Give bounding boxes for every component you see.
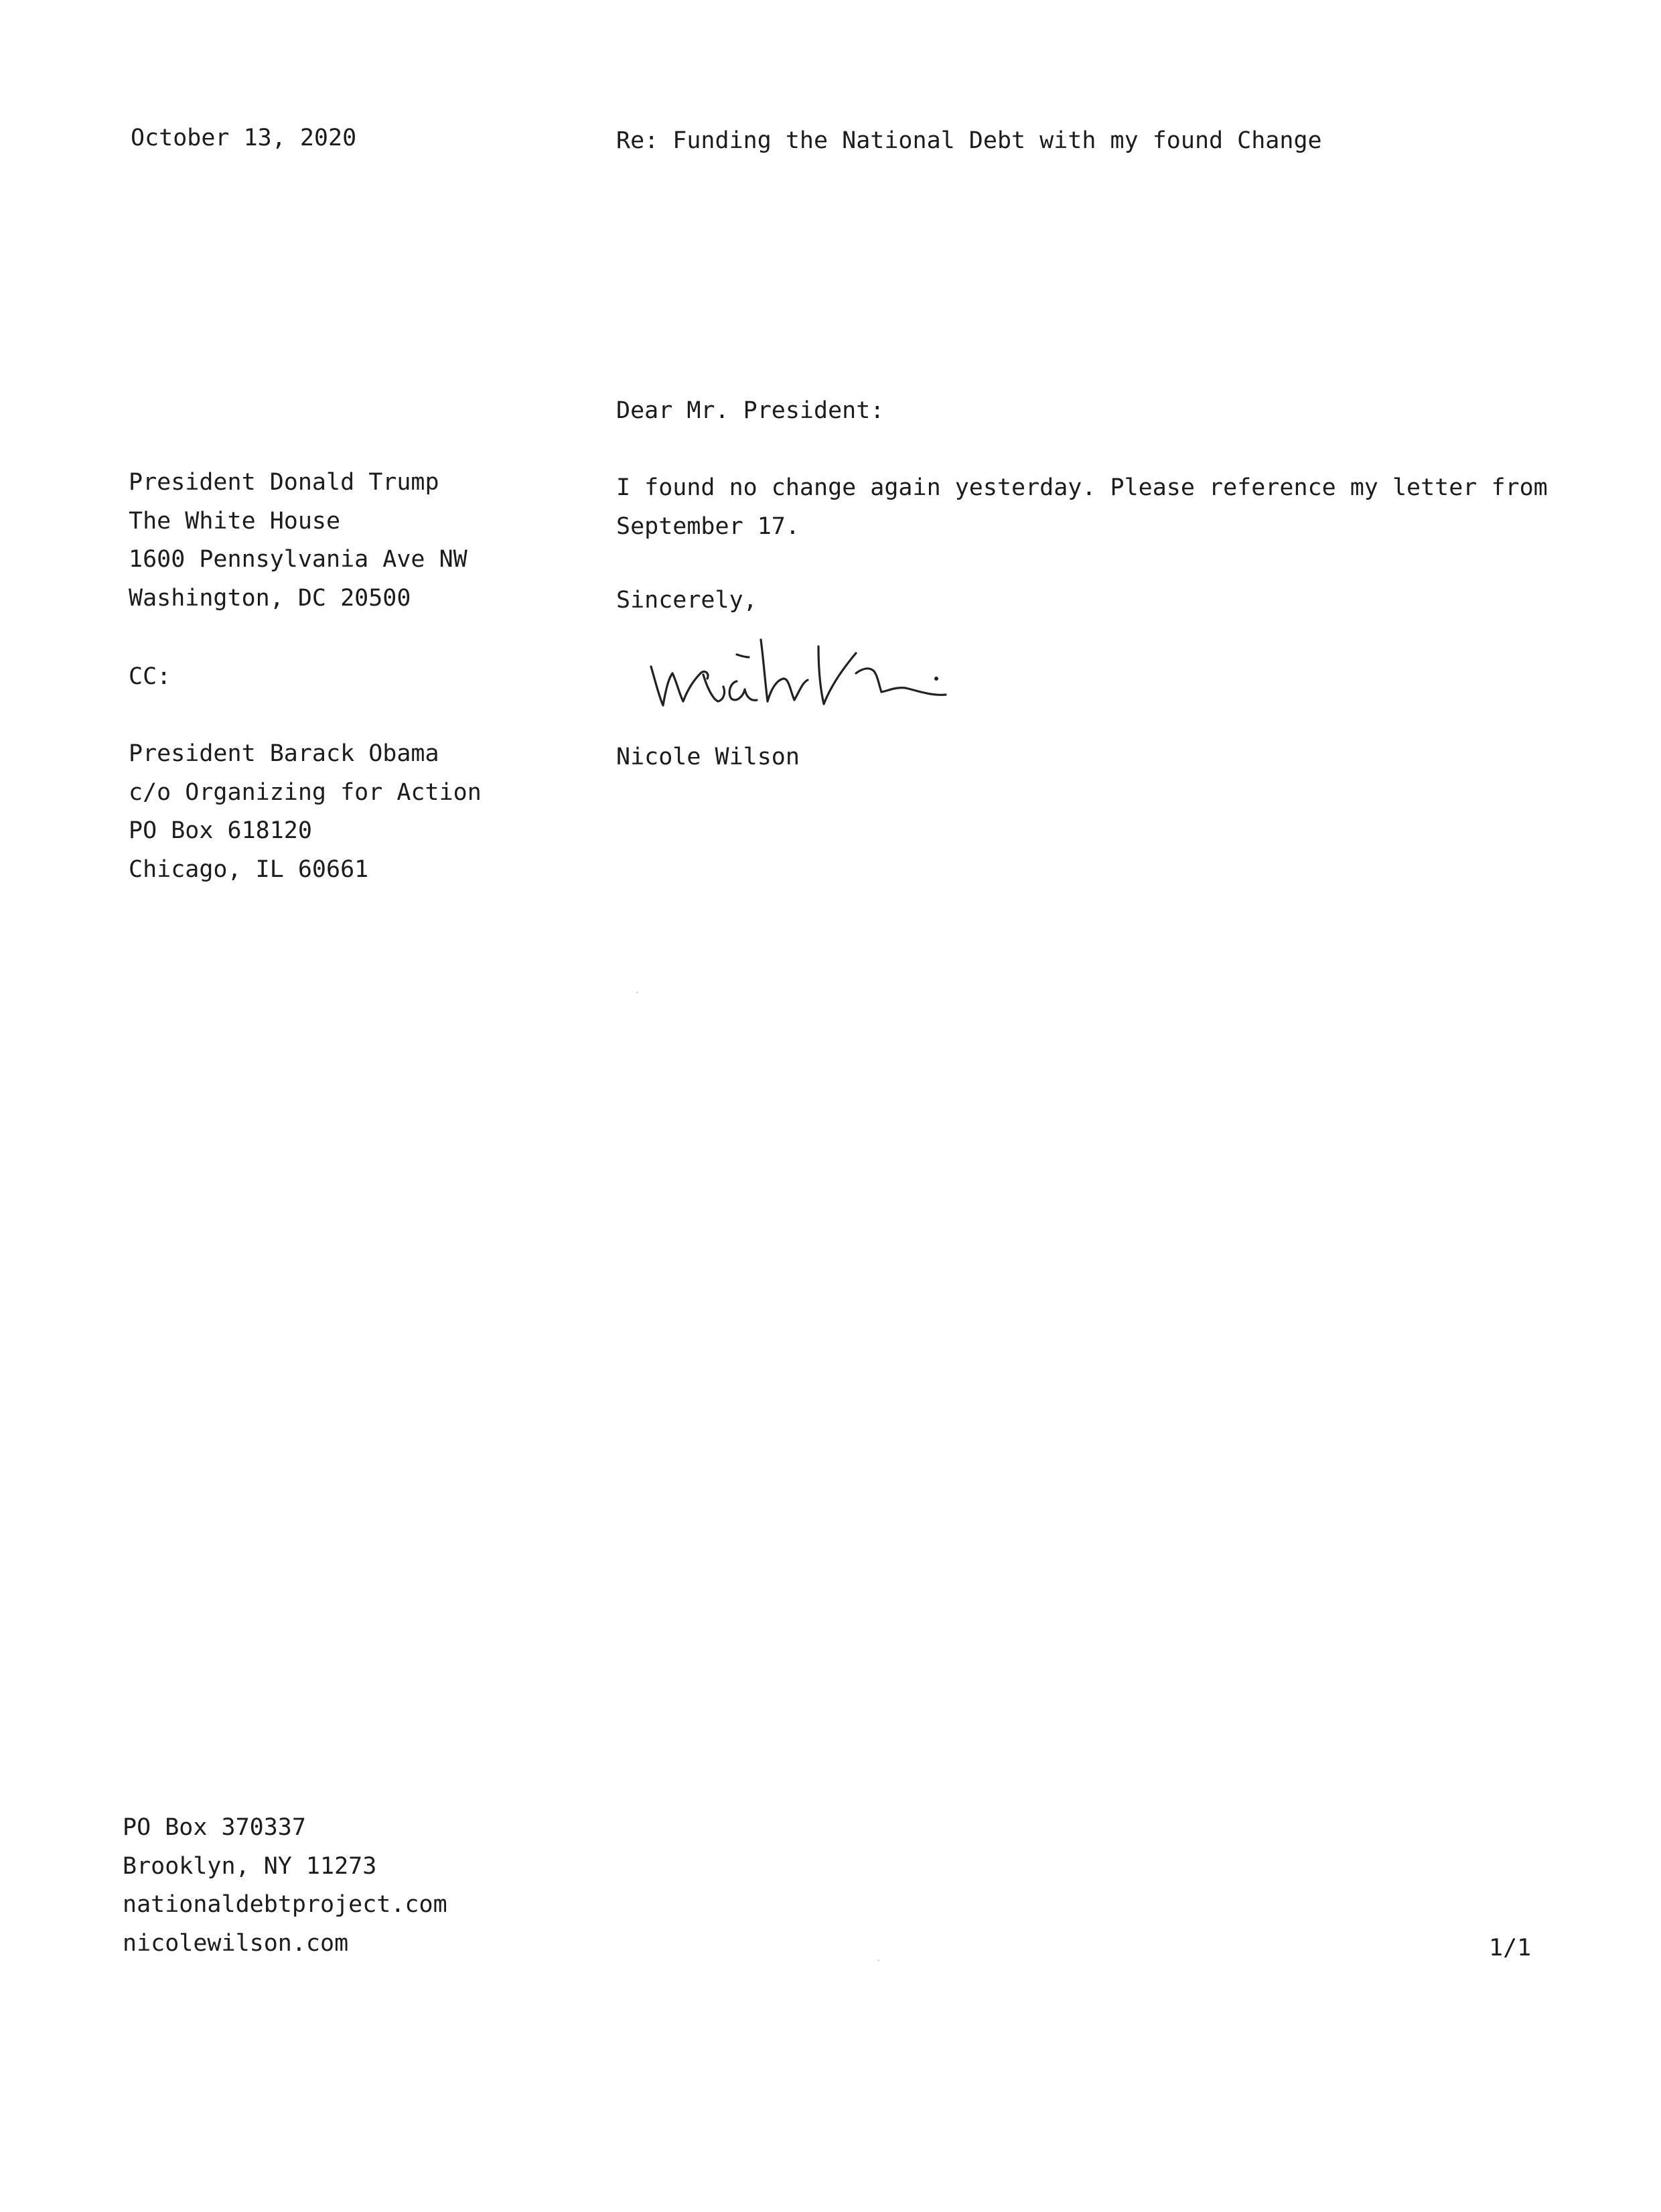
cc-recipient-line: c/o Organizing for Action	[129, 778, 482, 806]
sender-address	[123, 1809, 447, 1963]
cc-recipient-address	[129, 735, 482, 889]
cc-recipient-line: President Barack Obama	[129, 740, 439, 767]
sender-website-link[interactable]: nationaldebtproject.com	[123, 1891, 447, 1918]
letter-body	[616, 469, 1548, 546]
signature-graphic	[643, 626, 991, 727]
handwritten-signature	[643, 626, 991, 730]
scan-speck	[636, 991, 638, 993]
closing: Sincerely,	[616, 587, 757, 614]
recipient-line: Washington, DC 20500	[129, 584, 411, 612]
salutation: Dear Mr. President:	[616, 397, 885, 424]
sender-line: PO Box 370337	[123, 1814, 306, 1841]
cc-recipient-line: PO Box 618120	[129, 817, 312, 844]
cc-recipient-line: Chicago, IL 60661	[129, 855, 369, 883]
signer-name: Nicole Wilson	[616, 744, 800, 770]
recipient-line: 1600 Pennsylvania Ave NW	[129, 546, 467, 573]
letter-subject: Re: Funding the National Debt with my found Change	[616, 127, 1322, 154]
body-line: I found no change again yesterday. Please reference my letter from	[616, 474, 1548, 501]
scan-speck	[877, 1959, 879, 1961]
body-line: September 17.	[616, 512, 800, 540]
sender-line: Brooklyn, NY 11273	[123, 1852, 377, 1880]
letter-date: October 13, 2020	[131, 125, 357, 151]
cc-label: CC:	[129, 663, 171, 690]
recipient-line: The White House	[129, 507, 341, 535]
page-number: 1/1	[1489, 1935, 1532, 1961]
sender-website-link[interactable]: nicolewilson.com	[123, 1929, 349, 1957]
recipient-line: President Donald Trump	[129, 469, 439, 496]
recipient-address	[129, 464, 467, 618]
